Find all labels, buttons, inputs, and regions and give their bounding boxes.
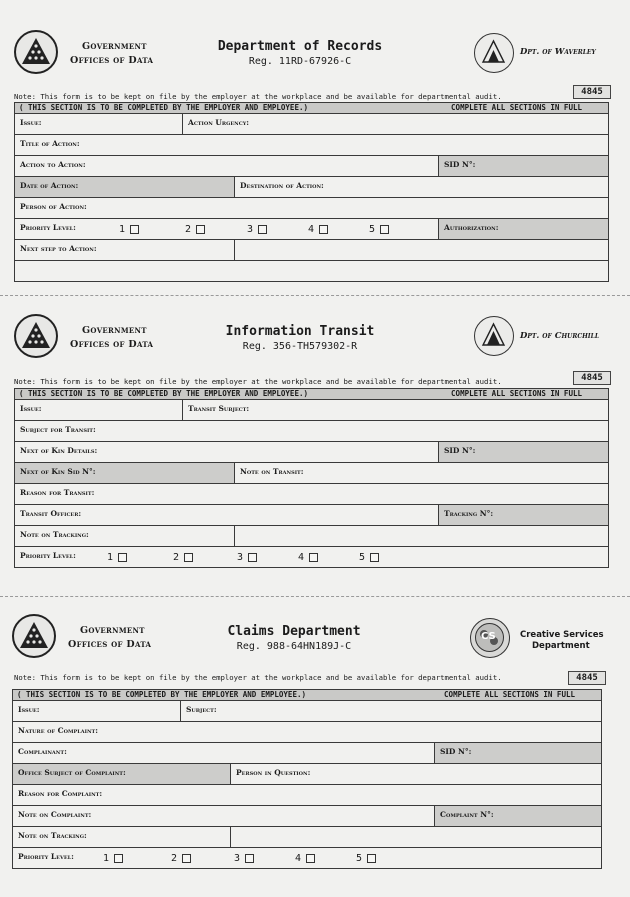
complainant-field[interactable]: [13, 743, 435, 763]
priority-option-1[interactable]: 1: [119, 224, 139, 235]
badge-text: CS: [481, 631, 496, 642]
next-step-extra-field[interactable]: [235, 240, 608, 260]
government-offices-label: [70, 40, 153, 68]
section-header-text: ( THIS SECTION IS TO BE COMPLETED BY THE EMPLOYER AND EMPLOYEE.): [19, 389, 308, 398]
priority-checkbox[interactable]: [248, 553, 257, 562]
issue-label: Issue:: [20, 404, 42, 413]
note-on-tracking-label: Note on Tracking:: [18, 831, 87, 840]
sid-no-label: SID N°:: [440, 747, 472, 756]
person-of-action-field[interactable]: [15, 198, 608, 218]
complete-all-text: COMPLETE ALL SECTIONS IN FULL: [444, 690, 575, 699]
issue-label: Issue:: [18, 705, 40, 714]
nature-of-complaint-label: Nature of Complaint:: [18, 726, 99, 735]
action-to-action-label: Action to Action:: [20, 160, 86, 169]
person-in-question-label: Person in Question:: [236, 768, 311, 777]
priority-level-label: Priority Level:: [18, 852, 74, 861]
destination-of-action-label: Destination of Action:: [240, 181, 324, 190]
issue-label: Issue:: [20, 118, 42, 127]
form-grid: [14, 388, 609, 568]
priority-level-label: Priority Level:: [20, 551, 76, 560]
action-urgency-label: Action Urgency:: [188, 118, 250, 127]
note-on-tracking-extra-field[interactable]: [235, 526, 608, 546]
form-reg-number: Reg. 356-TH579302-R: [242, 341, 358, 352]
reason-for-complaint-label: Reason for Complaint:: [18, 789, 103, 798]
creative-services-logo-icon: [470, 618, 510, 658]
office-subject-field[interactable]: [13, 764, 231, 784]
destination-of-action-field[interactable]: [235, 177, 608, 197]
reason-for-complaint-field[interactable]: [13, 785, 601, 805]
priority-option-3[interactable]: 3: [247, 224, 267, 235]
sid-no-field[interactable]: [439, 156, 608, 176]
issue-field[interactable]: [15, 114, 183, 134]
form-grid: [12, 689, 602, 869]
reason-for-transit-field[interactable]: [15, 484, 608, 504]
note-on-tracking-extra-field[interactable]: [231, 827, 601, 847]
next-of-kin-details-label: Next of Kin Details:: [20, 446, 98, 455]
section-header: [15, 389, 608, 400]
priority-level-label: Priority Level:: [20, 223, 76, 232]
blank-row-field[interactable]: [15, 261, 608, 281]
nature-of-complaint-field[interactable]: [13, 722, 601, 742]
priority-level-field: [15, 219, 439, 239]
priority-checkbox[interactable]: [182, 854, 191, 863]
transit-subject-field[interactable]: [183, 400, 608, 420]
form-title-block: [170, 324, 430, 352]
office-subject-label: Office Subject of Complaint:: [18, 768, 126, 777]
dept-line2: Department: [532, 641, 590, 651]
form-grid: [14, 102, 609, 282]
gov-line2: Offices of Data: [68, 639, 152, 650]
note-on-tracking-field[interactable]: [13, 827, 231, 847]
government-seal-icon: [12, 614, 56, 658]
form-title-block: [164, 624, 424, 652]
title-of-action-label: Title of Action:: [20, 139, 80, 148]
government-seal-icon: [14, 30, 58, 74]
churchill-badge-icon: [474, 316, 514, 356]
government-offices-label: [70, 324, 153, 352]
section-header: [15, 103, 608, 114]
audit-note: Note: This form is to be kept on file by the employer at the workplace and be available for departmental audit.: [14, 92, 502, 101]
subject-for-transit-field[interactable]: [15, 421, 608, 441]
priority-checkbox[interactable]: [370, 553, 379, 562]
note-on-tracking-field[interactable]: [15, 526, 235, 546]
priority-option-5[interactable]: 5: [369, 224, 389, 235]
gov-line1: Government: [82, 325, 147, 336]
priority-option-5[interactable]: 5: [359, 552, 379, 563]
form-number: 4845: [568, 671, 606, 685]
priority-option-1[interactable]: 1: [103, 853, 123, 864]
title-of-action-field[interactable]: [15, 135, 608, 155]
transit-officer-label: Transit Officer:: [20, 509, 82, 518]
government-seal-icon: [14, 314, 58, 358]
priority-checkbox[interactable]: [367, 854, 376, 863]
priority-option-3[interactable]: 3: [234, 853, 254, 864]
gov-line2: Offices of Data: [70, 339, 154, 350]
priority-option-2[interactable]: 2: [173, 552, 193, 563]
form-reg-number: Reg. 988-64HN189J-C: [236, 641, 352, 652]
sid-no-field[interactable]: [435, 743, 601, 763]
issue-field[interactable]: [15, 400, 183, 420]
gov-line1: Government: [82, 41, 147, 52]
gov-line2: Offices of Data: [70, 55, 154, 66]
priority-checkbox[interactable]: [306, 854, 315, 863]
action-to-action-field[interactable]: [15, 156, 439, 176]
form-department-of-records: [0, 0, 630, 296]
audit-note: Note: This form is to be kept on file by the employer at the workplace and be available for departmental audit.: [14, 673, 502, 682]
form-reg-number: Reg. 11RD-67926-C: [248, 56, 352, 67]
note-on-complaint-label: Note on Complaint:: [18, 810, 92, 819]
priority-option-4[interactable]: 4: [308, 224, 328, 235]
note-on-complaint-field[interactable]: [13, 806, 435, 826]
section-header-text: ( THIS SECTION IS TO BE COMPLETED BY THE EMPLOYER AND EMPLOYEE.): [19, 103, 308, 112]
complainant-label: Complainant:: [18, 747, 67, 756]
dept-name: Dpt. of Churchill: [520, 331, 600, 341]
form-information-transit: [0, 296, 630, 596]
date-of-action-field[interactable]: [15, 177, 235, 197]
government-offices-label: [68, 624, 151, 652]
priority-option-1[interactable]: 1: [107, 552, 127, 563]
dept-line1: Creative Services: [520, 630, 604, 640]
priority-checkbox[interactable]: [380, 225, 389, 234]
next-of-kin-sid-label: Next of Kin Sid N°:: [20, 467, 96, 476]
tracking-no-field[interactable]: [439, 505, 608, 525]
priority-checkbox[interactable]: [118, 553, 127, 562]
issue-field[interactable]: [13, 701, 181, 721]
priority-level-field: [13, 848, 601, 868]
form-title: Information Transit: [225, 324, 375, 339]
priority-level-field: [15, 547, 608, 567]
priority-checkbox[interactable]: [319, 225, 328, 234]
authorization-field[interactable]: [439, 219, 608, 239]
tracking-no-label: Tracking N°:: [444, 509, 494, 518]
priority-option-3[interactable]: 3: [237, 552, 257, 563]
priority-option-2[interactable]: 2: [185, 224, 205, 235]
subject-field[interactable]: [181, 701, 601, 721]
priority-option-4[interactable]: 4: [298, 552, 318, 563]
subject-for-transit-label: Subject for Transit:: [20, 425, 96, 434]
dept-name: Dpt. of Waverley: [520, 47, 596, 57]
subject-label: Subject:: [186, 705, 217, 714]
priority-checkbox[interactable]: [196, 225, 205, 234]
sid-no-field[interactable]: [439, 442, 608, 462]
priority-checkbox[interactable]: [258, 225, 267, 234]
priority-option-5[interactable]: 5: [356, 853, 376, 864]
form-title-block: [170, 39, 430, 67]
gov-line1: Government: [80, 625, 145, 636]
section-header: [13, 690, 601, 701]
form-title: Department of Records: [217, 39, 383, 54]
next-step-field[interactable]: [15, 240, 235, 260]
person-of-action-label: Person of Action:: [20, 202, 87, 211]
complete-all-text: COMPLETE ALL SECTIONS IN FULL: [451, 103, 582, 112]
form-number: 4845: [573, 371, 611, 385]
priority-checkbox[interactable]: [245, 854, 254, 863]
note-on-tracking-label: Note on Tracking:: [20, 530, 89, 539]
action-urgency-field[interactable]: [183, 114, 608, 134]
next-of-kin-sid-field[interactable]: [15, 463, 235, 483]
form-title: Claims Department: [227, 624, 361, 639]
transit-officer-field[interactable]: [15, 505, 439, 525]
priority-checkbox[interactable]: [309, 553, 318, 562]
waverley-badge-icon: [474, 33, 514, 73]
form-claims-department: [0, 596, 630, 897]
next-of-kin-details-field[interactable]: [15, 442, 439, 462]
next-step-label: Next step to Action:: [20, 244, 97, 253]
date-of-action-label: Date of Action:: [20, 181, 79, 190]
authorization-label: Authorization:: [444, 223, 499, 232]
dept-name: [520, 630, 604, 652]
complaint-no-field[interactable]: [435, 806, 601, 826]
audit-note: Note: This form is to be kept on file by the employer at the workplace and be available for departmental audit.: [14, 377, 502, 386]
priority-checkbox[interactable]: [130, 225, 139, 234]
priority-option-2[interactable]: 2: [171, 853, 191, 864]
reason-for-transit-label: Reason for Transit:: [20, 488, 95, 497]
form-number: 4845: [573, 85, 611, 99]
complete-all-text: COMPLETE ALL SECTIONS IN FULL: [451, 389, 582, 398]
sid-no-label: SID N°:: [444, 446, 476, 455]
priority-checkbox[interactable]: [114, 854, 123, 863]
priority-checkbox[interactable]: [184, 553, 193, 562]
priority-option-4[interactable]: 4: [295, 853, 315, 864]
person-in-question-field[interactable]: [231, 764, 601, 784]
sid-no-label: SID N°:: [444, 160, 476, 169]
note-on-transit-label: Note on Transit:: [240, 467, 304, 476]
note-on-transit-field[interactable]: [235, 463, 608, 483]
section-header-text: ( THIS SECTION IS TO BE COMPLETED BY THE EMPLOYER AND EMPLOYEE.): [17, 690, 306, 699]
complaint-no-label: Complaint N°:: [440, 810, 494, 819]
transit-subject-label: Transit Subject:: [188, 404, 250, 413]
